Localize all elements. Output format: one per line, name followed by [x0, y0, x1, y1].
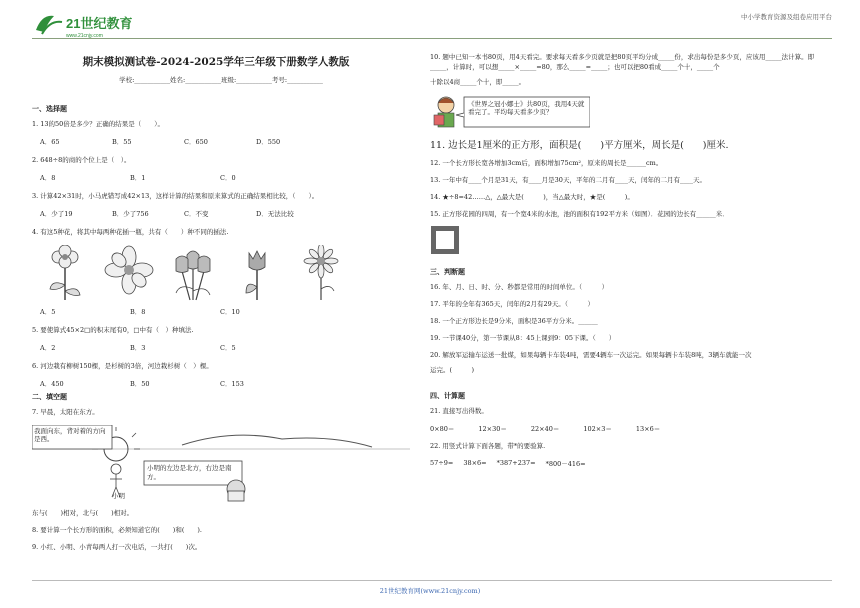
logo-text: 21世纪教育	[66, 16, 133, 31]
question-14: 14. ★÷8=42……△，△最大是( )，当△最大时，★是( )。	[430, 193, 634, 201]
left-column	[32, 48, 410, 560]
right-column	[430, 48, 830, 477]
flower-1-icon	[40, 245, 90, 301]
question-20: 20. 解放军运输车运送一批煤，如果每辆卡车装4吨，需要4辆车一次运完。如果每辆卡车装8吨，3辆车就能一次	[430, 351, 752, 359]
section-judge-title: 三、判断题	[430, 267, 465, 276]
speech-bubble-reading: 《世界之冠小娜士》共80页，我用4天就看完了。平均每天看多少页？	[468, 100, 585, 116]
question-3: 3. 计算42×31时，小马虎错写成42×13，这样计算的结果和原来算式的正确结果相比较，（ ）。	[32, 192, 319, 200]
exam-title: 期末模拟测试卷-2024-2025学年三年级下册数学人教版	[82, 56, 350, 68]
question-22: 22. 用竖式计算下面各题，带*的要验算.	[430, 442, 546, 450]
question-21-items	[430, 424, 830, 433]
footer-divider	[32, 580, 832, 581]
footer-text[interactable]: 21世纪教育网(www.21cnjy.com)	[379, 587, 481, 595]
option[interactable]: C．650	[184, 138, 208, 146]
question-20-line2: 运完。( )	[430, 366, 475, 374]
option[interactable]: C．5	[220, 344, 236, 352]
calc-item: 0×80＝	[430, 425, 455, 433]
section-fill-title: 二、填空题	[32, 392, 67, 401]
question-5-options	[32, 343, 410, 352]
option[interactable]: A．5	[40, 308, 56, 316]
option[interactable]: A．8	[40, 174, 56, 182]
question-3-options	[32, 209, 410, 218]
calc-item: 102×3＝	[583, 425, 612, 433]
question-18: 18. 一个正方形边长是9分米，面积是36平方分米。______	[430, 317, 598, 325]
option[interactable]: A．少了19	[40, 210, 73, 218]
option[interactable]: C．0	[220, 174, 236, 182]
question-1: 1. 13的50倍是多少？正确的结果是（ ）。	[32, 120, 165, 128]
header-platform-text: 中小学教育资源及组卷应用平台	[741, 13, 832, 21]
sun-scene-illustration	[32, 425, 410, 503]
character-name: 小明	[112, 492, 125, 500]
question-16: 16. 年、月、日、时、分、秒都是常用的时间单位。（ ）	[430, 283, 609, 291]
option[interactable]: A．65	[40, 138, 60, 146]
speech-bubble-1: 我面向东，背对着的方向是西。	[34, 427, 106, 443]
option[interactable]: C．10	[220, 308, 240, 316]
question-13: 13. 一年中有____个月是31天，有____月是30天，平年的二月有____天，闰年的二月有____天。	[430, 176, 706, 184]
option[interactable]: B．1	[130, 174, 146, 182]
flower-images	[32, 245, 410, 301]
question-7: 7. 早晨，太阳在东方。	[32, 408, 99, 416]
question-11: 11. 边长是1厘米的正方形，面积是( )平方厘米，周长是( )厘米.	[430, 140, 729, 151]
question-6-options	[32, 379, 410, 388]
option[interactable]: D．无法比较	[256, 210, 294, 218]
question-2-options	[32, 173, 410, 182]
flower-3-icon	[168, 245, 218, 301]
question-4-options	[32, 307, 410, 316]
question-12: 12. 一个长方形长宽各增加3cm后，面积增加75cm²，原来的周长是______cm。	[430, 159, 663, 167]
question-7-tail: 东与( )相对，北与( )相对。	[32, 509, 134, 517]
calc-item: *800－416=	[545, 460, 586, 468]
calc-item: 12×30＝	[478, 425, 507, 433]
option[interactable]: B．50	[130, 380, 150, 388]
option[interactable]: B．55	[112, 138, 132, 146]
question-15: 15. 正方形花园的四周，有一个宽4米的水池，池的面积有192平方米（如图）．花园的边长有______米．	[430, 210, 729, 218]
section-calc-title: 四、计算题	[430, 391, 465, 400]
option[interactable]: C．153	[220, 380, 244, 388]
option[interactable]: C．不变	[184, 210, 209, 218]
question-4: 4. 有这5种花，将其中每两种花插一瓶，共有（ ）种不同的插法.	[32, 228, 229, 236]
question-10: 10. 题中已知一本书80页，用4天看完。要求每天看多少页就是把80页平均分成_____份，求出每份是多少页，应该用_____法计算。即_____，计算时，可以想_____×_____=80，那么_____=_____；也可以把80看成_____个十，_____个	[430, 53, 815, 71]
calc-item: 13×6＝	[635, 425, 661, 433]
option[interactable]: B．少了756	[112, 210, 149, 218]
question-19: 19. 一节课40分，第一节课从8：45上课到9：05下课。（ ）	[430, 334, 616, 342]
reading-illustration	[430, 95, 830, 131]
question-22-items	[430, 459, 830, 468]
option[interactable]: B．3	[130, 344, 146, 352]
calc-item: 38×6=	[463, 459, 487, 467]
speech-bubble-2: 小明的左边是北方，右边是南方。	[147, 464, 232, 481]
exam-info-line: 学校:___________姓名:___________班级:___________考号:___________	[119, 76, 323, 84]
brand-logo	[32, 8, 172, 42]
header-divider	[32, 38, 832, 39]
option[interactable]: D．550	[256, 138, 281, 146]
question-10-line2: 十除以4商_____个十，即_____。	[430, 78, 526, 86]
calc-item: *387+237=	[496, 459, 536, 467]
question-6: 6. 河边栽有柳树150棵，是杉树的3倍，河边栽杉树（ ）棵。	[32, 362, 213, 370]
question-2: 2. 648÷8的商的个位上是（ ）。	[32, 156, 131, 164]
question-5: 5. 要使算式45×2□的积末尾有0，□中有（ ）种填法.	[32, 326, 194, 334]
calc-item: 22×40＝	[530, 425, 560, 433]
option[interactable]: B．8	[130, 308, 146, 316]
question-21: 21. 直接写出得数。	[430, 407, 488, 415]
flower-4-icon	[232, 245, 282, 301]
flower-2-icon	[104, 245, 154, 301]
question-8: 8. 要计算一个长方形的面积，必须知道它的( )和( ).	[32, 526, 202, 534]
logo-url: www.21cnjy.com	[66, 33, 103, 39]
question-1-options	[32, 137, 410, 146]
section-choice-title: 一、选择题	[32, 104, 67, 113]
option[interactable]: A．450	[40, 380, 64, 388]
flower-5-icon	[296, 245, 346, 301]
calc-item: 57÷9=	[430, 459, 454, 467]
question-17: 17. 平年的全年有365天，闰年的2月有29天。（ ）	[430, 300, 594, 308]
option[interactable]: A．2	[40, 344, 56, 352]
question-9: 9. 小红、小明、小青每两人打一次电话，一共打( )次。	[32, 543, 202, 551]
square-garden-figure	[430, 225, 460, 255]
